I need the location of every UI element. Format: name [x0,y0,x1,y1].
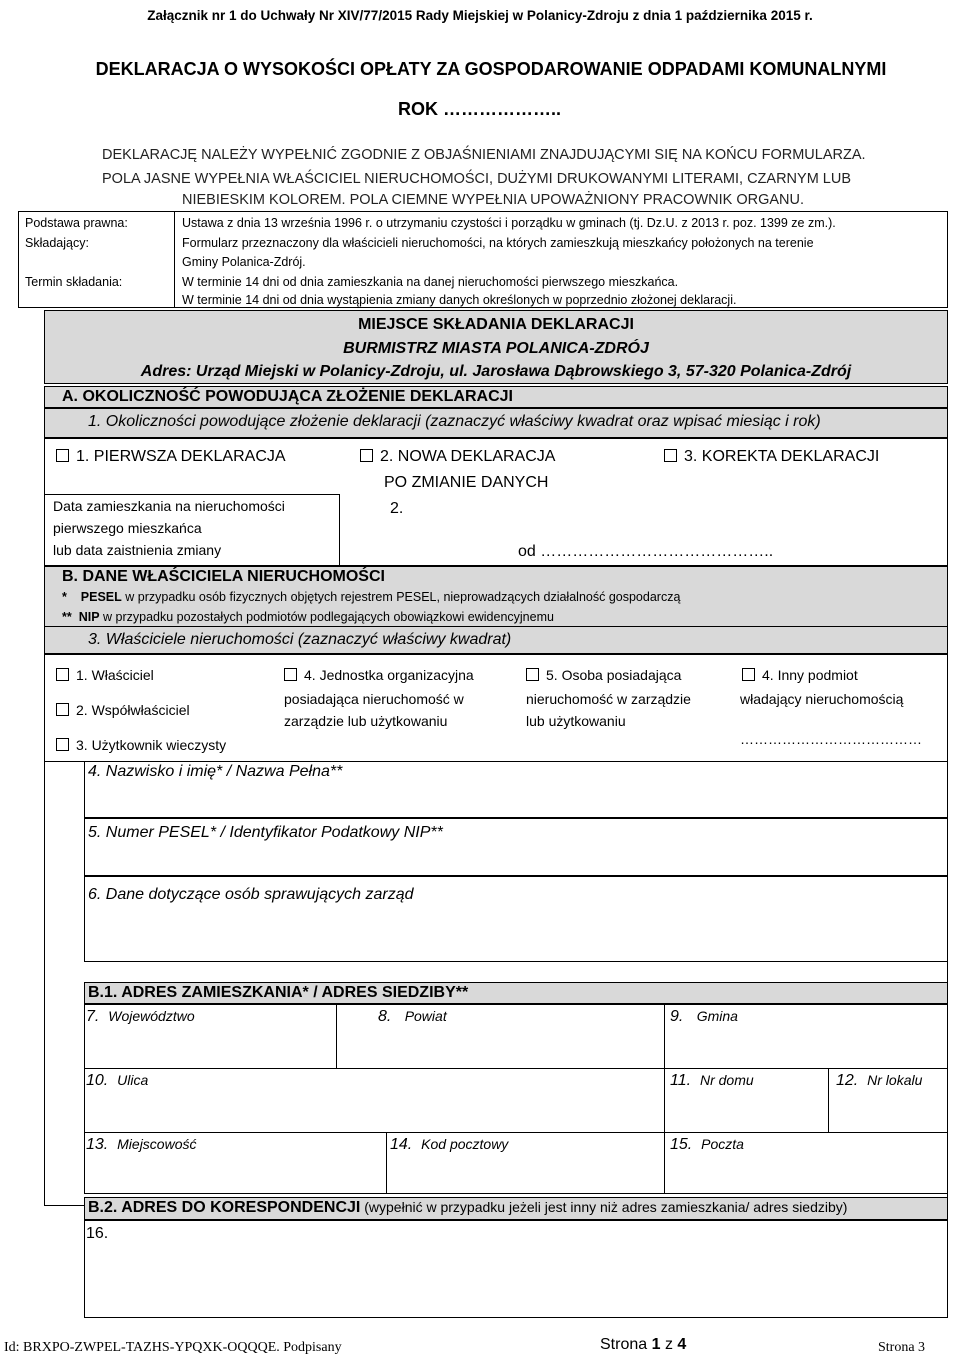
checkbox-new[interactable] [360,449,373,462]
note-pesel-key: PESEL [80,590,122,604]
form-title: DEKLARACJA O WYSOKOŚCI OPŁATY ZA GOSPODAROWANIE ODPADAMI KOMUNALNYMI [95,59,887,79]
date-from-field[interactable]: od …………………………………….. [518,543,774,560]
field-10-number: 10. [86,1072,109,1089]
page-label: Strona [600,1336,648,1353]
page-number [600,1336,686,1354]
date-label-3: lub data zaistnienia zmiany [53,542,222,558]
field-municipality[interactable] [670,1008,738,1026]
field-voivodeship[interactable] [86,1008,195,1026]
question-5: 5. Numer PESEL* / Identyfikator Podatkowy NIP** [88,824,443,841]
option-first-label: 1. PIERWSZA DEKLARACJA [76,448,286,465]
field-locality[interactable] [86,1136,197,1154]
place-authority: BURMISTRZ MIASTA POLANICA-ZDRÓJ [343,340,649,357]
owner-option-5[interactable] [526,667,681,683]
question-4: 4. Nazwisko i imię* / Nazwa Pełna** [88,763,343,780]
note-nip-text: w przypadku pozostałych podmiotów podlegających obowiązkowi ewidencyjnemu [99,610,554,624]
legal-basis-value: Ustawa z dnia 13 września 1996 r. o utrzymaniu czystości i porządku w gminach (tj. Dz.U. z 2013 r. poz. 1399 ze zm.). [182,216,836,230]
address-grid [84,1004,948,1194]
attachment-header: Załącznik nr 1 do Uchwały Nr XIV/77/2015 Rady Miejskiej w Polanicy-Zdroju z dnia 1 października 2015 r. [147,8,813,23]
date-label-2: pierwszego mieszkańca [53,520,202,536]
owner-option-other[interactable] [742,667,858,683]
owner-option-4-label: 4. Jednostka organizacyjna [304,667,474,683]
divider [664,1068,665,1132]
checkbox-correction[interactable] [664,449,677,462]
field-15-number: 15. [670,1136,693,1153]
field-11-number: 11. [670,1072,692,1089]
owner-option-other-label: 4. Inny podmiot [762,667,858,683]
option-correction-label: 3. KOREKTA DEKLARACJI [684,448,880,465]
note-pesel-text: w przypadku osób fizycznych objętych rejestrem PESEL, nieprowadzących działalność gospodarczą [121,590,681,604]
deadline-value-1: W terminie 14 dni od dnia zamieszkania na danej nieruchomości pierwszego mieszkańca. [182,275,679,289]
instruction-line-1: DEKLARACJĘ NALEŻY WYPEŁNIĆ ZGODNIE Z OBJAŚNIENIAMI ZNAJDUJĄCYMI SIĘ NA KOŃCU FORMULARZA. [102,147,866,163]
owner-option-5-line-3: lub użytkowaniu [526,713,626,729]
checkbox-perpetual-user[interactable] [56,738,69,751]
date-label-1: Data zamieszkania na nieruchomości [53,498,285,514]
question-6: 6. Dane dotyczące osób sprawujących zarząd [88,886,414,903]
page-current: 1 [651,1336,661,1353]
field-9-number: 9. [670,1008,684,1025]
place-address: Adres: Urząd Miejski w Polanicy-Zdroju, ul. Jarosława Dąbrowskiego 3, 57-320 Polanica-Zdrój [140,363,852,380]
field-9-label: Gmina [696,1008,738,1024]
owner-option-4[interactable] [284,667,474,683]
divider [84,1132,948,1133]
field-8-label: Powiat [404,1008,447,1024]
legal-basis-label: Podstawa prawna: [25,216,128,230]
field-14-label: Kod pocztowy [421,1136,509,1152]
divider [664,1004,665,1068]
option-correction[interactable] [664,448,879,466]
field-15-label: Poczta [701,1136,744,1152]
question-3: 3. Właściciele nieruchomości (zaznaczyć właściwy kwadrat) [88,631,512,648]
divider [44,761,84,762]
field-post-office[interactable] [670,1136,744,1154]
section-b1-heading: B.1. ADRES ZAMIESZKANIA* / ADRES SIEDZIBY** [88,984,469,1001]
owner-option-1[interactable] [56,667,154,683]
filer-value-2: Gminy Polanica-Zdrój. [182,255,306,269]
field-2-number: 2. [390,500,404,517]
note-pesel-mark: * [62,590,67,604]
checkbox-first[interactable] [56,449,69,462]
note-nip-mark: ** [62,610,72,624]
note-nip [62,610,554,624]
field-14-number: 14. [390,1136,413,1153]
place-heading: MIEJSCE SKŁADANIA DEKLARACJI [358,316,634,333]
option-new-declaration[interactable] [360,448,555,466]
field-7-label: Województwo [108,1008,195,1024]
checkbox-org-unit[interactable] [284,668,297,681]
field-12-label: Nr lokalu [867,1072,923,1088]
instruction-line-3: NIEBIESKIM KOLOREM. POLA CIEMNE WYPEŁNIA UPOWAŻNIONY PRACOWNIK ORGANU. [182,192,804,208]
section-b2-heading-row [88,1199,847,1217]
info-box-divider [174,211,175,308]
section-a-heading: A. OKOLICZNOŚĆ POWODUJĄCA ZŁOŻENIE DEKLARACJI [62,388,513,405]
owner-option-5-line-2: nieruchomość w zarządzie [526,691,691,707]
owner-option-other-line-2: władający nieruchomością [740,691,904,707]
checkbox-co-owner[interactable] [56,703,69,716]
section-b-heading: B. DANE WŁAŚCICIELA NIERUCHOMOŚCI [62,568,385,585]
document-id: Id: BRXPO-ZWPEL-TAZHS-YPQXK-OQQQE. Podpisany [4,1340,342,1355]
owner-option-1-label: 1. Właściciel [76,667,154,683]
checkbox-other[interactable] [742,668,755,681]
option-first-declaration[interactable] [56,448,286,466]
divider [386,1132,387,1194]
field-7-number: 7. [86,1008,100,1025]
instruction-line-2: POLA JASNE WYPEŁNIA WŁAŚCICIEL NIERUCHOMOŚCI, DUŻYMI DRUKOWANYMI LITERAMI, CZARNYM LUB [102,171,852,187]
checkbox-owner[interactable] [56,668,69,681]
note-pesel [62,590,680,604]
owner-option-2[interactable] [56,702,190,718]
field-10-label: Ulica [117,1072,149,1088]
divider [84,1068,948,1069]
owner-option-2-label: 2. Współwłaściciel [76,702,190,718]
owner-option-5-label: 5. Osoba posiadająca [546,667,682,683]
form-year[interactable]: ROK ……………….. [398,99,562,119]
section-b2-note: (wypełnić w przypadku jeżeli jest inny niż adres zamieszkania/ adres siedziby) [360,1199,848,1215]
owner-option-4-line-3: zarządzie lub użytkowaniu [284,713,448,729]
field-11-label: Nr domu [699,1072,754,1088]
field-apartment-number[interactable] [836,1072,922,1090]
field-13-label: Miejscowość [117,1136,197,1152]
field-12-number: 12. [836,1072,859,1089]
section-b2-heading: B.2. ADRES DO KORESPONDENCJI [88,1199,361,1216]
divider [828,1068,829,1132]
field-8-number: 8. [378,1008,392,1025]
field-postal-code[interactable] [390,1136,508,1154]
filer-value-1: Formularz przeznaczony dla właścicieli nieruchomości, na których zamieszkują mieszkańcy położonych na terenie [182,236,814,250]
note-nip-key: NIP [78,610,100,624]
page-of: z [664,1336,673,1353]
deadline-value-2: W terminie 14 dni od dnia wystąpienia zmiany danych określonych w poprzednio złożonej deklaracji. [182,293,737,307]
field-county[interactable] [378,1008,447,1026]
page-right-label: Strona 3 [878,1340,926,1355]
deadline-label: Termin składania: [25,275,123,289]
filer-label: Składający: [25,236,89,250]
divider [336,1004,337,1068]
owner-option-other-fill[interactable]: ………………………………… [740,731,922,747]
option-new-label: 2. NOWA DEKLARACJA [380,448,556,465]
field-street[interactable] [86,1072,148,1090]
question-1: 1. Okoliczności powodujące złożenie deklaracji (zaznaczyć właściwy kwadrat oraz wpisać miesiąc i rok) [88,413,821,430]
divider [664,1132,665,1194]
option-new-label-2: PO ZMIANIE DANYCH [384,474,549,491]
owner-option-3-label: 3. Użytkownik wieczysty [76,737,227,753]
field-16-number: 16. [86,1225,109,1242]
field-13-number: 13. [86,1136,109,1153]
field-house-number[interactable] [670,1072,754,1090]
owner-option-3[interactable] [56,737,226,753]
page-total: 4 [677,1336,687,1353]
owner-option-4-line-2: posiadająca nieruchomość w [284,691,464,707]
checkbox-possessor[interactable] [526,668,539,681]
field-correspondence-box[interactable] [84,1220,948,1318]
